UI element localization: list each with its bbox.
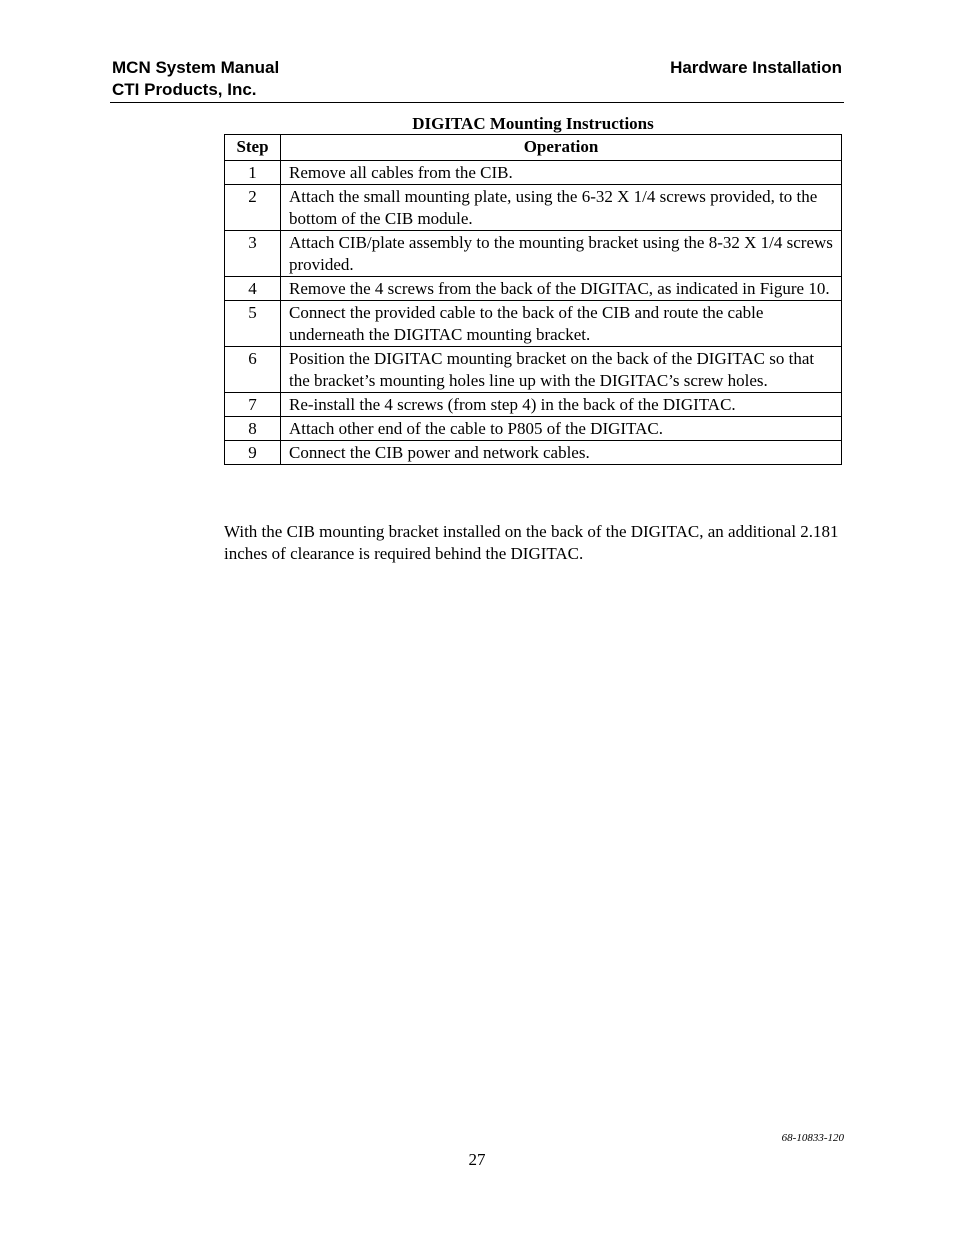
step-operation: Connect the CIB power and network cables. xyxy=(281,441,842,465)
step-operation: Attach the small mounting plate, using the 6-32 X 1/4 screws provided, to the bottom of the CIB module. xyxy=(281,185,842,231)
step-operation: Re-install the 4 screws (from step 4) in the back of the DIGITAC. xyxy=(281,393,842,417)
step-operation: Remove all cables from the CIB. xyxy=(281,161,842,185)
step-number: 4 xyxy=(225,277,281,301)
column-header-step: Step xyxy=(225,135,281,161)
step-number: 5 xyxy=(225,301,281,347)
header-divider xyxy=(110,102,844,103)
page-number: 27 xyxy=(468,1150,486,1169)
table-title: DIGITAC Mounting Instructions xyxy=(412,114,654,133)
table-row xyxy=(225,417,842,441)
step-number: 9 xyxy=(225,441,281,465)
company-name: CTI Products, Inc. xyxy=(112,80,257,99)
header-left xyxy=(112,57,279,101)
table-header-row xyxy=(225,135,842,161)
column-header-operation: Operation xyxy=(281,135,842,161)
step-number: 7 xyxy=(225,393,281,417)
clearance-note: With the CIB mounting bracket installed on the back of the DIGITAC, an additional 2.181 inches of clearance is required behind the DIGITAC. xyxy=(224,522,839,563)
table-row xyxy=(225,441,842,465)
manual-title: MCN System Manual xyxy=(112,58,280,77)
step-operation: Position the DIGITAC mounting bracket on the back of the DIGITAC so that the bracket’s mounting holes line up with the DIGITAC’s screw holes. xyxy=(281,347,842,393)
table-row xyxy=(225,393,842,417)
table-row xyxy=(225,347,842,393)
step-number: 8 xyxy=(225,417,281,441)
mounting-instructions-table xyxy=(224,134,842,465)
table-row xyxy=(225,277,842,301)
table-row xyxy=(225,161,842,185)
step-operation: Remove the 4 screws from the back of the DIGITAC, as indicated in Figure 10. xyxy=(281,277,842,301)
step-number: 6 xyxy=(225,347,281,393)
step-number: 1 xyxy=(225,161,281,185)
step-operation: Connect the provided cable to the back of the CIB and route the cable underneath the DIGITAC mounting bracket. xyxy=(281,301,842,347)
section-title: Hardware Installation xyxy=(670,58,842,77)
step-number: 2 xyxy=(225,185,281,231)
step-operation: Attach CIB/plate assembly to the mounting bracket using the 8-32 X 1/4 screws provided. xyxy=(281,231,842,277)
table-row xyxy=(225,231,842,277)
step-number: 3 xyxy=(225,231,281,277)
table-row xyxy=(225,185,842,231)
document-number: 68-10833-120 xyxy=(781,1132,844,1144)
table-row xyxy=(225,301,842,347)
step-operation: Attach other end of the cable to P805 of the DIGITAC. xyxy=(281,417,842,441)
